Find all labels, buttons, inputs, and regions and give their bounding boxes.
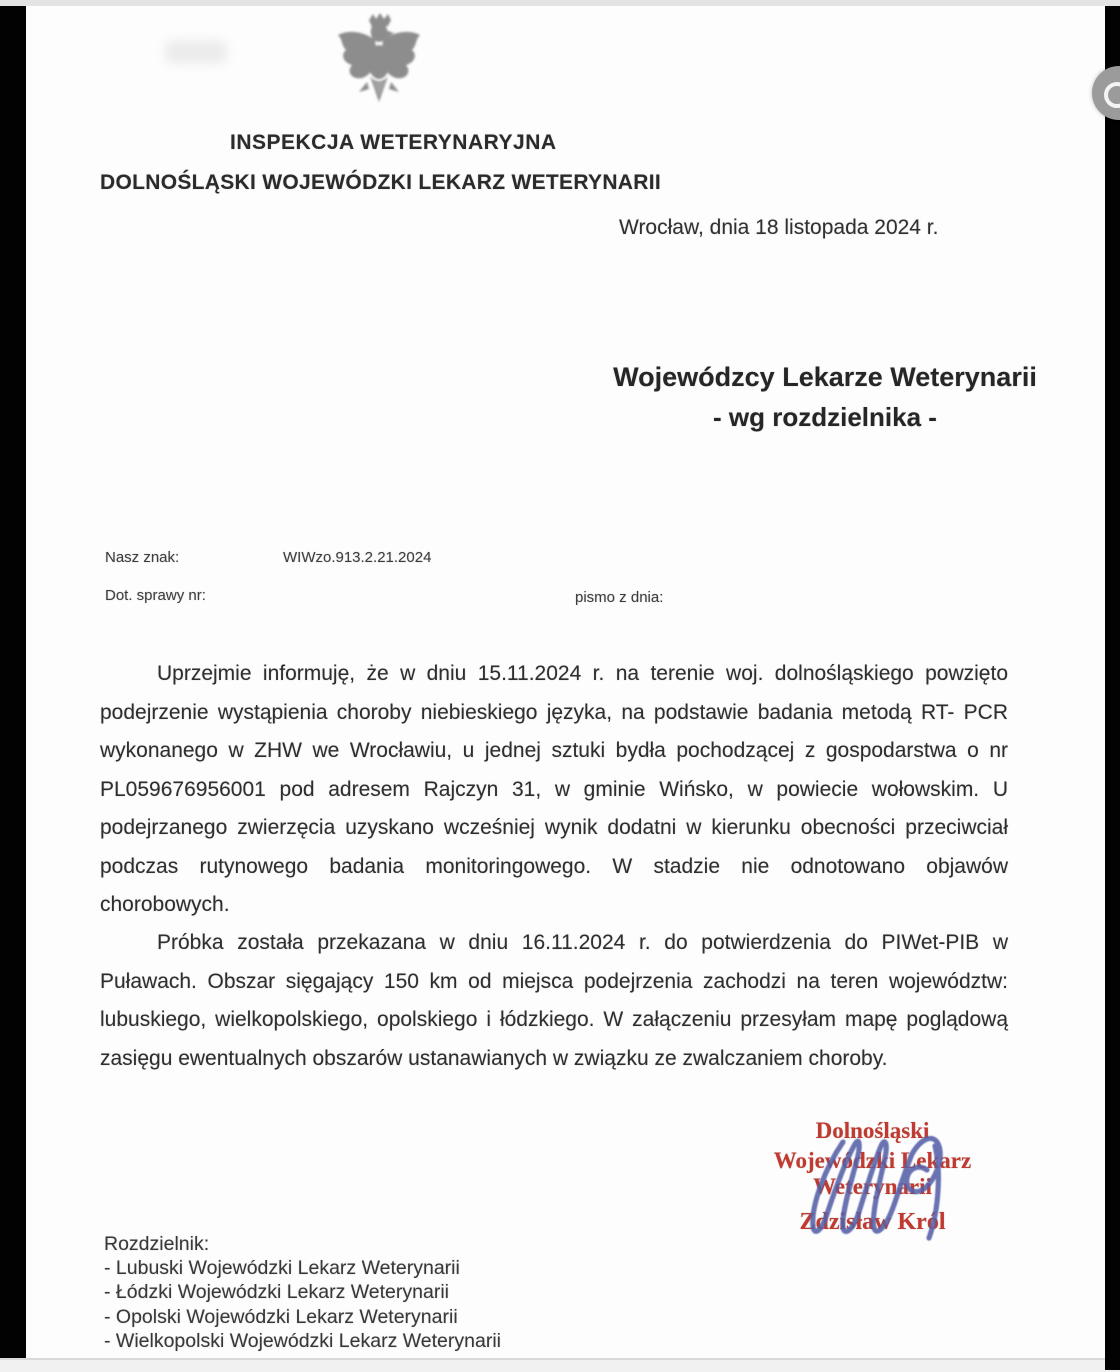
viewer-top-strip bbox=[0, 0, 1120, 6]
scan-smudge bbox=[165, 40, 227, 64]
handwritten-signature bbox=[765, 1126, 995, 1246]
distribution-item: - Wielkopolski Wojewódzki Lekarz Weterynarii bbox=[104, 1329, 501, 1352]
institution-name: INSPEKCJA WETERYNARYJNA bbox=[230, 131, 557, 154]
viewer-left-black-bar bbox=[0, 6, 26, 1370]
distribution-item: - Łódzki Wojewódzki Lekarz Weterynarii bbox=[104, 1281, 449, 1304]
addressee-line1: Wojewódzcy Lekarze Weterynarii bbox=[613, 362, 1037, 392]
reference-letter-date-label: pismo z dnia: bbox=[575, 589, 664, 606]
floating-assistant-button[interactable] bbox=[1092, 66, 1120, 120]
institution-office: DOLNOŚLĄSKI WOJEWÓDZKI LEKARZ WETERYNARII bbox=[100, 171, 662, 194]
signature-signer-name: Zdzisław Król bbox=[799, 1209, 946, 1235]
distribution-item: - Opolski Wojewódzki Lekarz Weterynarii bbox=[104, 1305, 458, 1328]
reference-our-sign-label: Nasz znak: bbox=[105, 549, 180, 566]
signature-title-line2: Wojewódzki Lekarz Weterynarii bbox=[773, 1148, 972, 1199]
body-paragraph-1: Uprzejmie informuję, że w dniu 15.11.2024 r. na terenie woj. dolnośląskiego powzięto podejrzenie wystąpienia choroby niebieskiego języka, na podstawie badania metodą RT- PCR wykonanego w ZHW we Wrocławiu, u jednej sztuki bydła pochodzącej z gospodarstwa o nr PL059676956001 pod adresem Rajczyn 31, w gminie Wińsko, w powiecie wołowskim. U podejrzanego zwierzęcia uzyskano wcześniej wynik dodatni w kierunku obecności przeciwciał podczas rutynowego badania monitoringowego. W stadzie nie odnotowano objawów chorobowych. bbox=[100, 662, 1008, 916]
viewer-right-black-bar bbox=[1105, 6, 1120, 1370]
circle-ring-icon bbox=[1104, 82, 1120, 108]
reference-case-number-label: Dot. sprawy nr: bbox=[105, 587, 206, 604]
body-paragraph-2: Próbka została przekazana w dniu 16.11.2024 r. do potwierdzenia do PIWet-PIB w Puławach. Obszar sięgający 150 km od miejsca podejrzenia zachodzi na teren województw: lubuskiego, wielkopolskiego, opolskiego i łódzkiego. W załączeniu przesyłam mapę poglądową zasięgu ewentualnych obszarów ustanawianych w związku ze zwalczaniem choroby. bbox=[100, 931, 1008, 1070]
addressee-line2: - wg rozdzielnika - bbox=[713, 402, 937, 432]
distribution-list bbox=[104, 1232, 501, 1353]
reference-our-sign-value: WIWzo.913.2.21.2024 bbox=[283, 549, 432, 566]
distribution-item: - Lubuski Wojewódzki Lekarz Weterynarii bbox=[104, 1257, 460, 1280]
place-and-date: Wrocław, dnia 18 listopada 2024 r. bbox=[619, 216, 939, 239]
signature-title-line1: Dolnośląski bbox=[815, 1118, 930, 1143]
polish-eagle-emblem bbox=[333, 12, 425, 110]
distribution-label: Rozdzielnik: bbox=[104, 1233, 210, 1255]
